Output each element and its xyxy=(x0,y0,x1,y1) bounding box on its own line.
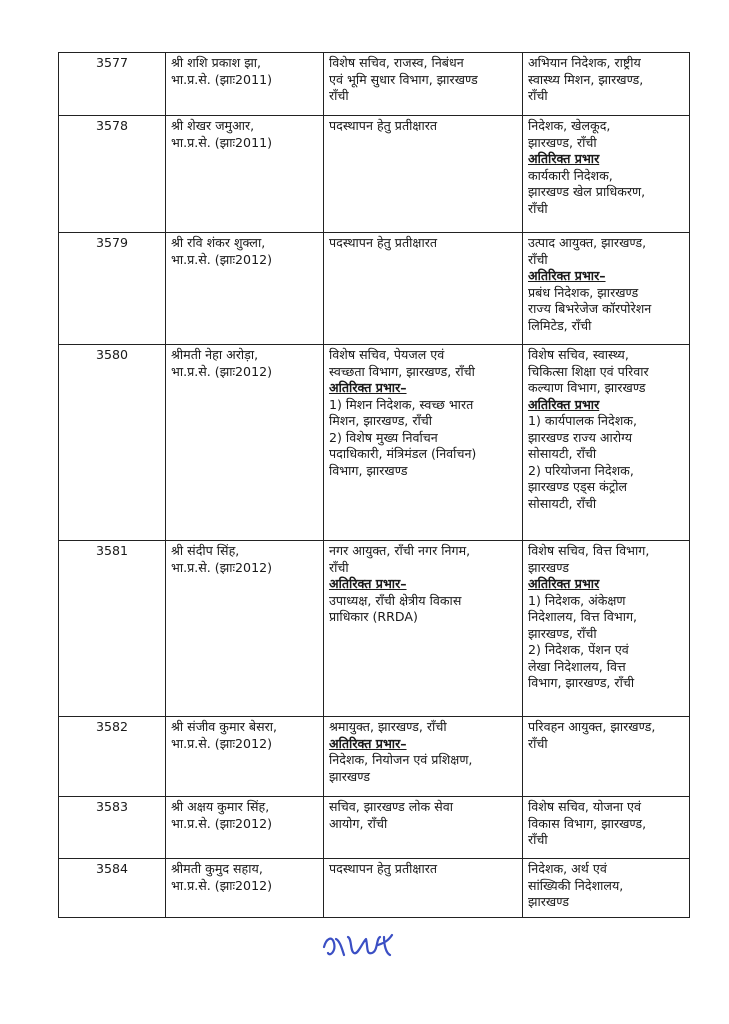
posting-line: झारखण्ड राज्य आरोग्य xyxy=(528,429,633,445)
posting-line: पदाधिकारी, मंत्रिमंडल (निर्वाचन) xyxy=(329,446,477,461)
officer-cadre: भा.प्र.से. (झाः2012) xyxy=(171,363,273,379)
posting-line: राँची xyxy=(528,251,548,267)
posting-line: अभियान निदेशक, राष्ट्रीय xyxy=(528,55,641,70)
additional-charge-heading: अतिरिक्त प्रभार xyxy=(528,396,600,412)
officer-cadre: भा.प्र.से. (झाः2012) xyxy=(171,735,273,751)
posting-line: चिकित्सा शिक्षा एवं परिवार xyxy=(528,363,649,379)
new-posting-cell xyxy=(523,116,690,233)
posting-line: 1) कार्यपालक निदेशक, xyxy=(528,413,637,428)
posting-line: राँची xyxy=(329,88,349,103)
posting-line: विशेष सचिव, पेयजल एवं xyxy=(329,347,445,362)
additional-charge-heading: अतिरिक्त प्रभार– xyxy=(329,576,407,591)
serial-number-cell: 3577 xyxy=(59,53,166,116)
posting-line: पदस्थापन हेतु प्रतीक्षारत xyxy=(329,861,438,876)
current-posting-cell xyxy=(324,116,523,233)
posting-line: श्रमायुक्त, झारखण्ड, राँची xyxy=(329,719,447,734)
officer-name-cell xyxy=(166,116,324,233)
current-posting-cell xyxy=(324,797,523,859)
officer-cadre: भा.प्र.से. (झाः2012) xyxy=(171,251,273,267)
posting-line: झारखण्ड, राँची xyxy=(528,625,597,641)
current-posting-cell xyxy=(324,53,523,116)
serial-number-cell: 3583 xyxy=(59,797,166,859)
posting-line: 2) विशेष मुख्य निर्वाचन xyxy=(329,429,438,445)
posting-line: परिवहन आयुक्त, झारखण्ड, xyxy=(528,719,656,734)
posting-line: मिशन, झारखण्ड, राँची xyxy=(329,413,432,428)
posting-line: सांख्यिकी निदेशालय, xyxy=(528,877,624,893)
posting-line: झारखण्ड xyxy=(528,559,569,575)
posting-line: विभाग, झारखण्ड xyxy=(329,462,408,478)
additional-charge-heading: अतिरिक्त प्रभार xyxy=(528,576,600,591)
posting-line: निदेशक, खेलकूद, xyxy=(528,118,611,133)
posting-line: 1) निदेशक, अंकेक्षण xyxy=(528,592,626,608)
posting-line: उपाध्यक्ष, राँची क्षेत्रीय विकास xyxy=(329,592,462,608)
officer-name: श्री संजीव कुमार बेसरा, xyxy=(171,719,278,734)
posting-line: कार्यकारी निदेशक, xyxy=(528,167,613,183)
officer-name: श्री संदीप सिंह, xyxy=(171,543,240,558)
officer-name-cell xyxy=(166,53,324,116)
serial-number-cell: 3584 xyxy=(59,859,166,918)
posting-line: झारखण्ड, राँची xyxy=(528,134,597,150)
officer-cadre: भा.प्र.से. (झाः2012) xyxy=(171,559,273,575)
officer-name: श्रीमती नेहा अरोड़ा, xyxy=(171,347,259,362)
officer-name: श्री रवि शंकर शुक्ला, xyxy=(171,235,266,250)
table-row xyxy=(59,116,690,233)
posting-line: प्राधिकार (RRDA) xyxy=(329,609,418,624)
posting-line: लिमिटेड, राँची xyxy=(528,317,592,333)
posting-line: राज्य बिभरेजेज कॉरपोरेशन xyxy=(528,301,652,316)
posting-line: एवं भूमि सुधार विभाग, झारखण्ड xyxy=(329,71,478,87)
officer-cadre: भा.प्र.से. (झाः2011) xyxy=(171,71,273,87)
posting-line: स्वास्थ्य मिशन, झारखण्ड, xyxy=(528,71,644,87)
posting-line: राँची xyxy=(329,559,349,575)
posting-line: झारखण्ड xyxy=(329,768,370,784)
handwritten-signature-icon xyxy=(318,925,408,970)
new-posting-cell xyxy=(523,797,690,859)
serial-number-cell: 3581 xyxy=(59,541,166,717)
new-posting-cell xyxy=(523,53,690,116)
officer-name-cell xyxy=(166,717,324,797)
posting-line: स्वच्छता विभाग, झारखण्ड, राँची xyxy=(329,363,475,379)
officer-name: श्री शेखर जमुआर, xyxy=(171,118,255,133)
posting-table xyxy=(58,52,690,918)
posting-line: राँची xyxy=(528,735,548,751)
posting-line: लेखा निदेशालय, वित्त xyxy=(528,658,626,674)
posting-line: विकास विभाग, झारखण्ड, xyxy=(528,815,647,831)
posting-line: विशेष सचिव, योजना एवं xyxy=(528,799,642,814)
officer-name-cell xyxy=(166,797,324,859)
current-posting-cell xyxy=(324,345,523,541)
additional-charge-heading: अतिरिक्त प्रभार– xyxy=(329,380,407,395)
officer-name: श्री अक्षय कुमार सिंह, xyxy=(171,799,270,814)
officer-cadre: भा.प्र.से. (झाः2012) xyxy=(171,877,273,893)
new-posting-cell xyxy=(523,541,690,717)
posting-line: झारखण्ड एड्स कंट्रोल xyxy=(528,479,627,494)
posting-line: राँची xyxy=(528,832,548,847)
officer-cadre: भा.प्र.से. (झाः2011) xyxy=(171,134,273,150)
posting-line: उत्पाद आयुक्त, झारखण्ड, xyxy=(528,235,647,250)
serial-number-cell: 3578 xyxy=(59,116,166,233)
new-posting-cell xyxy=(523,345,690,541)
posting-line: राँची xyxy=(528,88,548,103)
current-posting-cell xyxy=(324,233,523,345)
table-row xyxy=(59,859,690,918)
table-row xyxy=(59,233,690,345)
serial-number-cell: 3582 xyxy=(59,717,166,797)
officer-cadre: भा.प्र.से. (झाः2012) xyxy=(171,815,273,831)
posting-line: झारखण्ड खेल प्राधिकरण, xyxy=(528,184,646,199)
posting-line: कल्याण विभाग, झारखण्ड xyxy=(528,380,646,395)
current-posting-cell xyxy=(324,541,523,717)
posting-line: विशेष सचिव, राजस्व, निबंधन xyxy=(329,55,464,70)
posting-line: झारखण्ड xyxy=(528,894,569,909)
posting-line: सोसायटी, राँची xyxy=(528,446,597,461)
officer-name-cell xyxy=(166,541,324,717)
posting-line: विशेष सचिव, स्वास्थ्य, xyxy=(528,347,629,362)
officer-name: श्रीमती कुमुद सहाय, xyxy=(171,861,263,876)
posting-line: निदेशक, नियोजन एवं प्रशिक्षण, xyxy=(329,752,473,767)
posting-line: 2) परियोजना निदेशक, xyxy=(528,462,634,478)
posting-line: राँची xyxy=(528,200,548,216)
posting-line: आयोग, राँची xyxy=(329,815,388,831)
additional-charge-heading: अतिरिक्त प्रभार xyxy=(528,151,600,166)
officer-name-cell xyxy=(166,859,324,918)
posting-line: 2) निदेशक, पेंशन एवं xyxy=(528,642,629,657)
posting-line: 1) मिशन निदेशक, स्वच्छ भारत xyxy=(329,396,474,412)
posting-line: सोसायटी, राँची xyxy=(528,495,597,511)
serial-number-cell: 3580 xyxy=(59,345,166,541)
posting-table-body xyxy=(59,53,690,918)
current-posting-cell xyxy=(324,717,523,797)
serial-number-cell: 3579 xyxy=(59,233,166,345)
additional-charge-heading: अतिरिक्त प्रभार– xyxy=(528,268,606,283)
posting-line: निदेशक, अर्थ एवं xyxy=(528,861,607,876)
new-posting-cell xyxy=(523,859,690,918)
table-row xyxy=(59,717,690,797)
posting-line: निदेशालय, वित्त विभाग, xyxy=(528,609,638,624)
new-posting-cell xyxy=(523,717,690,797)
new-posting-cell xyxy=(523,233,690,345)
officer-name-cell xyxy=(166,345,324,541)
posting-line: नगर आयुक्त, राँची नगर निगम, xyxy=(329,543,471,558)
posting-line: पदस्थापन हेतु प्रतीक्षारत xyxy=(329,118,438,133)
officer-name-cell xyxy=(166,233,324,345)
posting-line: पदस्थापन हेतु प्रतीक्षारत xyxy=(329,235,438,250)
additional-charge-heading: अतिरिक्त प्रभार– xyxy=(329,735,407,751)
posting-line: विशेष सचिव, वित्त विभाग, xyxy=(528,543,650,558)
table-row xyxy=(59,541,690,717)
posting-line: प्रबंध निदेशक, झारखण्ड xyxy=(528,284,639,300)
officer-name: श्री शशि प्रकाश झा, xyxy=(171,55,262,70)
table-row xyxy=(59,345,690,541)
posting-line: सचिव, झारखण्ड लोक सेवा xyxy=(329,799,453,814)
table-row xyxy=(59,797,690,859)
table-row xyxy=(59,53,690,116)
posting-line: विभाग, झारखण्ड, राँची xyxy=(528,675,635,690)
current-posting-cell xyxy=(324,859,523,918)
